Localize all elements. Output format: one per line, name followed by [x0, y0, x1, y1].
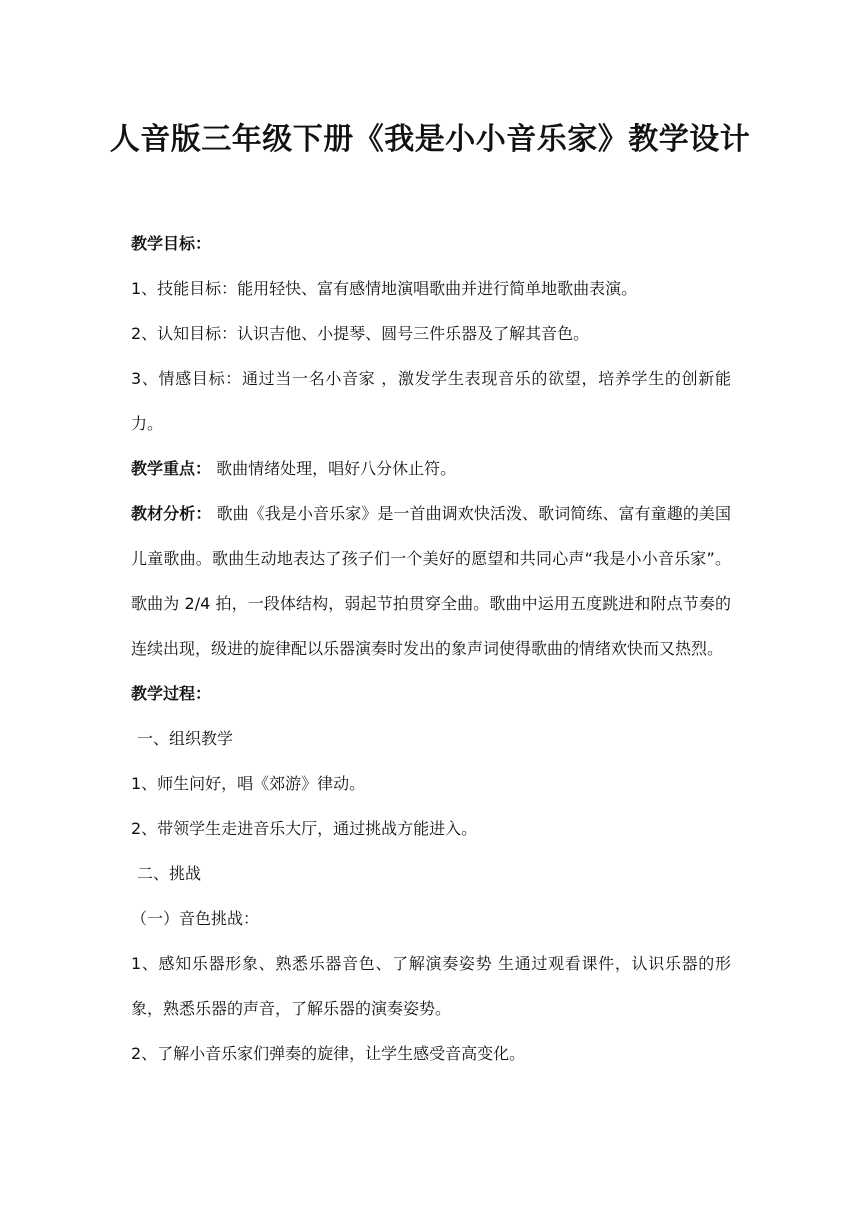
objective-3: 3、情感目标：通过当一名小音家 ，激发学生表现音乐的欲望，培养学生的创新能力。: [131, 369, 731, 433]
step-melody: 2、了解小音乐家们弹奏的旋律，让学生感受音高变化。: [131, 1044, 526, 1063]
process-heading: 教学过程：: [131, 684, 212, 703]
document-title: 人音版三年级下册《我是小小音乐家》教学设计: [109, 122, 751, 157]
step-instruments: 1、感知乐器形象、熟悉乐器音色、了解演奏姿势 生通过观看课件，认识乐器的形象，熟悉乐器的声音，了解乐器的演奏姿势。: [131, 954, 731, 1018]
step-enter-hall: 2、带领学生走进音乐大厅，通过挑战方能进入。: [131, 819, 478, 838]
teaching-focus: [131, 453, 731, 484]
section-challenge: 二、挑战: [137, 864, 202, 883]
section-organize: 一、组织教学: [137, 729, 234, 748]
teaching-focus-text: 歌曲情绪处理，唱好八分休止符。: [211, 459, 457, 478]
objective-1: 1、技能目标：能用轻快、富有感情地演唱歌曲并进行简单地歌曲表演。: [131, 279, 638, 298]
subsection-timbre: （一）音色挑战：: [131, 909, 260, 928]
teaching-focus-label: 教学重点：: [131, 459, 212, 478]
objectives-heading: 教学目标：: [131, 234, 212, 253]
objective-2: 2、认知目标：认识吉他、小提琴、圆号三件乐器及了解其音色。: [131, 324, 590, 343]
material-analysis: [131, 491, 731, 671]
material-analysis-label: 教材分析：: [131, 504, 212, 523]
step-greeting: 1、师生问好，唱《郊游》律动。: [131, 774, 366, 793]
material-analysis-text: 歌曲《我是小音乐家》是一首曲调欢快活泼、歌词简练、富有童趣的美国儿童歌曲。歌曲生动地表达了孩子们一个美好的愿望和共同心声“我是小小音乐家”。歌曲为 2/4 拍，一段体结构，弱起节拍贯穿全曲。歌曲中运用五度跳进和附点节奏的连续出现，级进的旋律配以乐器演奏时发出的象声词使得歌曲的情绪欢快而又热烈。: [131, 504, 731, 658]
document-body: [131, 228, 731, 1083]
